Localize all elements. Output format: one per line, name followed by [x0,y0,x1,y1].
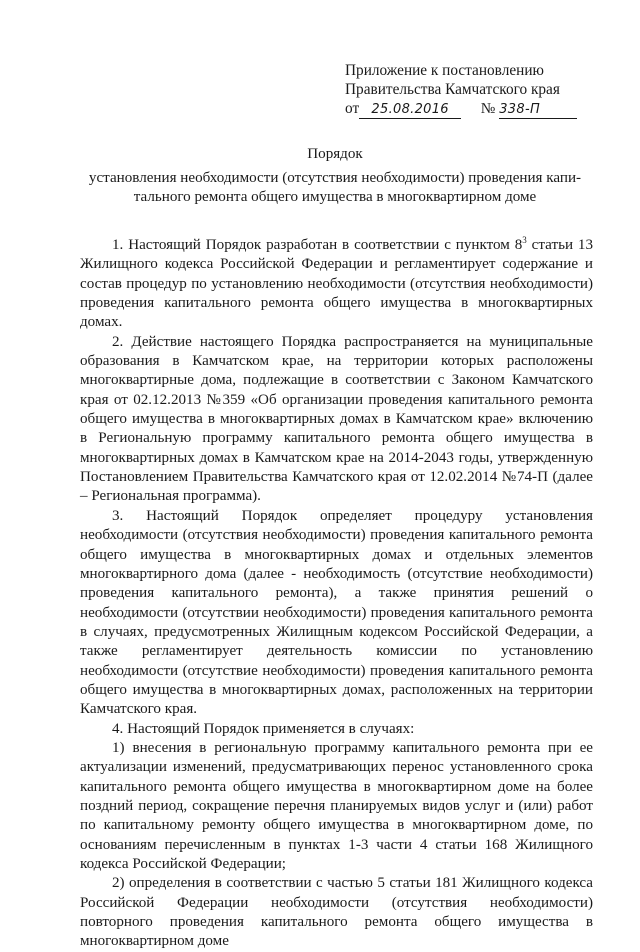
paragraph-1 [80,236,593,333]
title-line-1: установления необходимости (отсутствия необходимости) проведения капи- [88,170,582,186]
title-line-2: тального ремонта общего имущества в многоквартирном доме [133,189,537,205]
document-body [80,236,593,952]
document-title [70,145,600,207]
footnote-superscript: 3 [522,235,527,245]
number-prefix: № [480,100,496,117]
paragraph-6: 2) определения в соответствии с частью 5 статьи 181 Жилищного кодекса Российской Федерации необходимости (отсутствия необходимости) повторного проведения капитального ремонта общего имущества в многоквартирном доме [80,875,593,950]
paragraph-1-start: 1. Настоящий Порядок разработан в соответствии с пунктом 8 [112,237,523,253]
date-value: 25.08.2016 [371,102,449,117]
appendix-line-2: Правительства Камчатского края [345,81,560,98]
date-field [359,101,461,119]
paragraph-4: 4. Настоящий Порядок применяется в случаях: [112,720,415,737]
date-prefix: от [345,100,360,117]
appendix-date-line [345,99,577,119]
appendix-line-1: Приложение к постановлению [345,62,544,79]
paragraph-2: 2. Действие настоящего Порядка распространяется на муниципальные образования в Камчатском крае, на территории которых расположены многоквартирные дома, подлежащие в соответствии с Законом Камчатского края от 02.12.2013 №359 «Об организации проведения капитального ремонта общего имущества в многоквартирных домах в Камчатском крае» включению в Региональную программу капитального ремонта общего имущества в многоквартирных домах в Камчатском крае на 2014-2043 годы, утвержденную Постановлением Правительства Камчатского края от 12.02.2014 №74-П (далее – Региональная программа). [80,333,593,505]
title-heading: Порядок [307,146,363,162]
paragraph-5: 1) внесения в региональную программу капитального ремонта при ее актуализации изменений, предусматривающих перенос установленного срока капитального ремонта общего имущества в многоквартирном доме на более поздний период, сокращение перечня планируемых видов услуг и (или) работ по капитальному ремонту общего имущества в многоквартирном доме, по основаниям перечисленным в пунктах 1-3 части 4 статьи 168 Жилищного кодекса Российской Федерации; [80,739,593,872]
paragraph-3: 3. Настоящий Порядок определяет процедуру установления необходимости (отсутствия необходимости) проведения капитального ремонта общего имущества в многоквартирных домах и отдельных элементов многоквартирного дома (далее - необходимость (отсутствие необходимости) проведения капитального ремонта), а также принятия решений о необходимости (отсутствии необходимости) проведения капитального ремонта в случаях, предусмотренных Жилищным кодексом Российской Федерации, а также регламентирует деятельность комиссии по установлению необходимости (отсутствие необходимости) проведения капитального ремонта общего имущества в многоквартирных домах, расположенных на территории Камчатского края. [80,507,593,718]
paragraph-1-end: статьи 13 Жилищного кодекса Российской Федерации и регламентирует содержание и состав процедур по установлению необходимости (отсутствия необходимости) проведения капитального ремонта общего имущества в многоквартирных домах. [80,237,593,331]
appendix-header [345,61,577,119]
number-value: 338-П [499,102,541,117]
number-field [499,101,577,119]
